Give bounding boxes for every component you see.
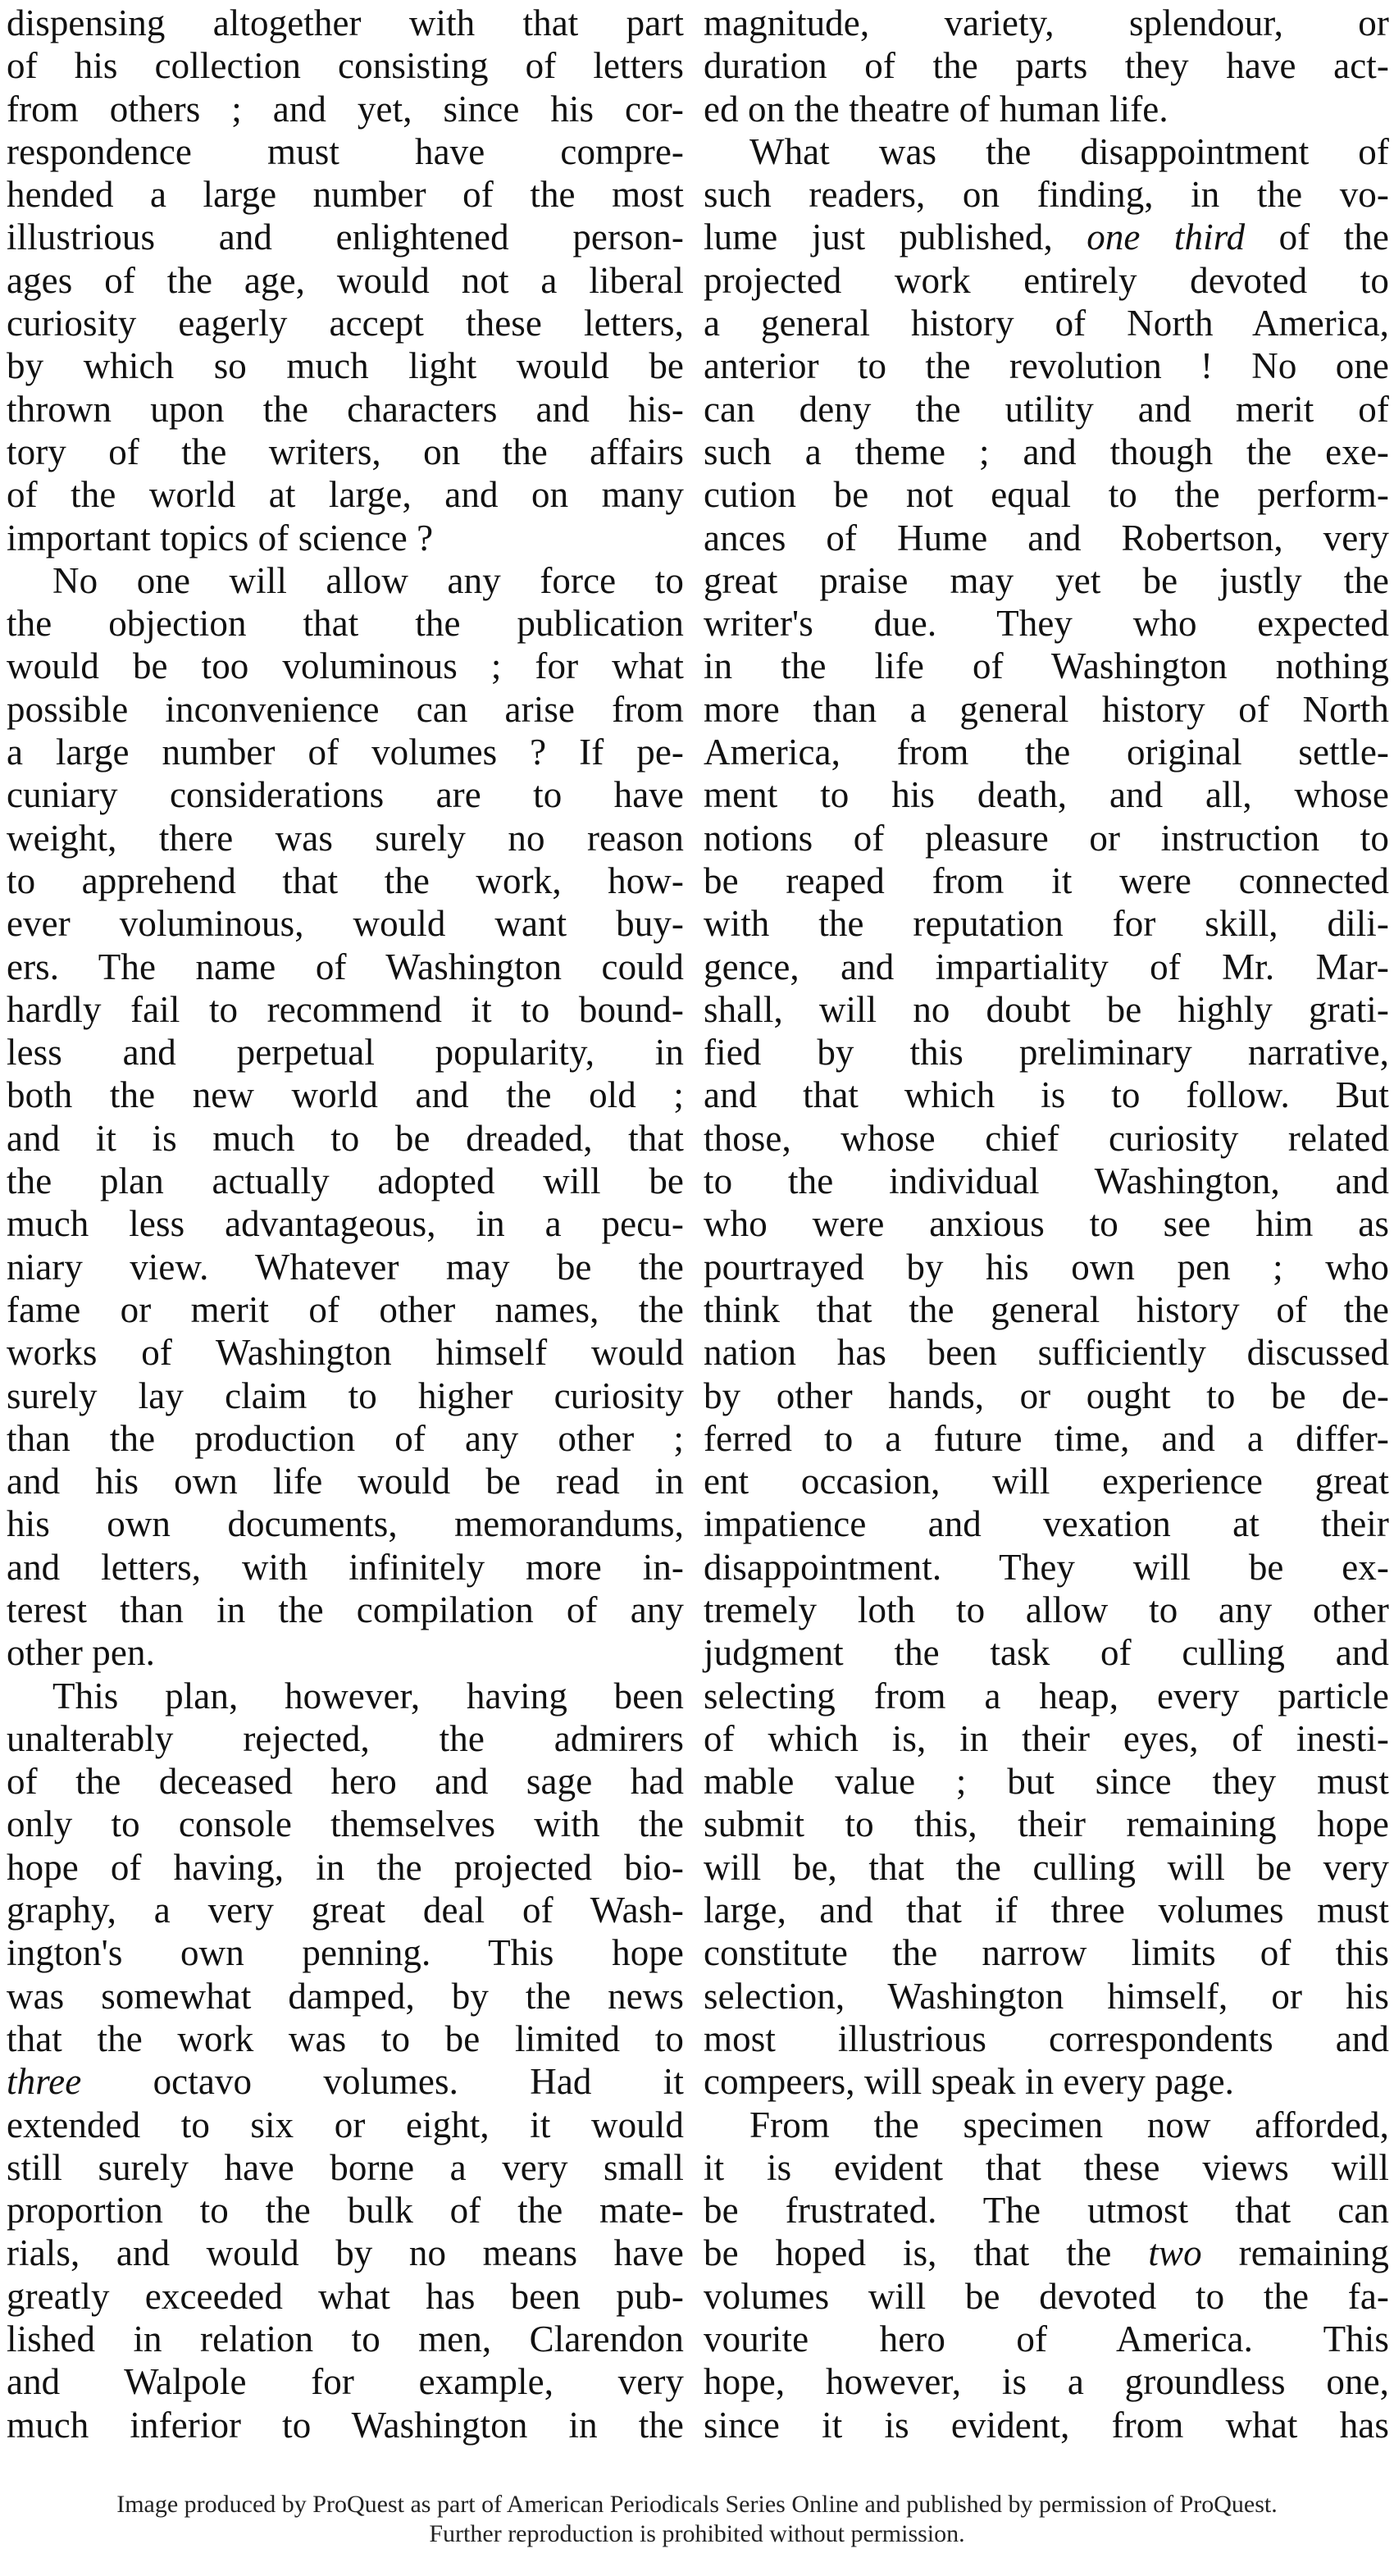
text-line: weight, there was surely no reason [7,817,684,859]
text-line: to apprehend that the work, how- [7,859,684,901]
text-line: compeers, will speak in every page. [704,2061,1235,2103]
text-line: and that which is to follow. But [704,1074,1389,1116]
text-line: less and perpetual popularity, in [7,1032,684,1074]
text-line: since it is evident, from what has [704,2404,1389,2446]
text-line: dispensing altogether with that part [7,2,684,43]
text-line: cution be not equal to the perform- [704,474,1389,516]
text-line: with the reputation for skill, dili- [704,903,1389,945]
copyright-footer [0,2490,1394,2549]
text-line: This plan, however, having been [52,1675,684,1717]
text-line: duration of the parts they have act- [704,45,1389,87]
text-line: America, from the original settle- [704,732,1389,773]
text-line: proportion to the bulk of the mate- [7,2190,684,2232]
text-line: pourtrayed by his own pen ; who [704,1246,1389,1288]
text-line: greatly exceeded what has been pub- [7,2275,684,2317]
text-line: nation has been sufficiently discussed [704,1332,1389,1374]
text-line: important topics of science ? [7,517,434,559]
text-line: his own documents, memorandums, [7,1503,684,1545]
text-line: curiosity eagerly accept these letters, [7,303,684,344]
text-line: niary view. Whatever may be the [7,1246,684,1288]
text-line: selecting from a heap, every particle [704,1675,1389,1717]
text-line: hope of having, in the projected bio- [7,1846,684,1888]
text-line: to the individual Washington, and [704,1160,1389,1202]
text-line: lished in relation to men, Clarendon [7,2318,684,2360]
text-line: selection, Washington himself, or his [704,1975,1389,2017]
text-line: ers. The name of Washington could [7,946,684,987]
text-line: and letters, with infinitely more in- [7,1546,684,1588]
text-line: much less advantageous, in a pecu- [7,1203,684,1245]
text-line: hended a large number of the most [7,174,684,216]
text-line: large, and that if three volumes must [704,1890,1389,1931]
text-line: thrown upon the characters and his- [7,388,684,430]
right-text-column [704,2,1389,2446]
text-line: it is evident that these views will [704,2146,1389,2188]
text-line: other pen. [7,1632,155,1674]
text-line: graphy, a very great deal of Wash- [7,1890,684,1931]
text-line: of his collection consisting of letters [7,45,684,87]
text-line: volumes will be devoted to the fa- [704,2275,1389,2317]
text-line: in the life of Washington nothing [704,645,1389,687]
text-line: fied by this preliminary narrative, [704,1032,1389,1074]
text-line: more than a general history of North [704,688,1389,730]
text-line: ages of the age, would not a liberal [7,259,684,301]
text-line: a general history of North America, [704,303,1389,344]
text-line: hardly fail to recommend it to bound- [7,988,684,1030]
text-line: ances of Hume and Robertson, very [704,517,1389,559]
text-line: extended to six or eight, it would [7,2104,684,2145]
text-line: would be too voluminous ; for what [7,645,684,687]
text-line: and Walpole for example, very [7,2361,684,2403]
text-line: such readers, on finding, in the vo- [704,174,1389,216]
text-line: hope, however, is a groundless one, [704,2361,1389,2403]
text-line: What was the disappointment of [749,130,1389,172]
text-line: of the world at large, and on many [7,474,684,516]
text-line: will be, that the culling will be very [704,1846,1389,1888]
text-line: those, whose chief curiosity related [704,1117,1389,1159]
text-line: writer's due. They who expected [704,603,1389,645]
text-line: most illustrious correspondents and [704,2017,1389,2059]
text-line: ment to his death, and all, whose [704,774,1389,816]
footer-line-1: Image produced by ProQuest as part of American Periodicals Series Online and published by permission of ProQuest. [116,2491,1278,2518]
text-line: shall, will no doubt be highly grati- [704,988,1389,1030]
text-line: illustrious and enlightened person- [7,217,684,258]
text-line: be hoped is, that the two remaining [704,2232,1389,2274]
text-line: and his own life would be read in [7,1461,684,1502]
text-line: From the specimen now afforded, [749,2104,1389,2145]
text-line: ed on the theatre of human life. [704,88,1168,130]
text-line: can deny the utility and merit of [704,388,1389,430]
text-line: by other hands, or ought to be de- [704,1375,1389,1416]
text-line: ever voluminous, would want buy- [7,903,684,945]
text-line: much inferior to Washington in the [7,2404,684,2446]
text-line: submit to this, their remaining hope [704,1803,1389,1845]
text-line: terest than in the compilation of any [7,1589,684,1630]
text-line: magnitude, variety, splendour, or [704,2,1389,43]
text-line: ent occasion, will experience great [704,1461,1389,1502]
text-line: three octavo volumes. Had it [7,2061,684,2103]
text-line: No one will allow any force to [52,559,684,601]
text-line: rials, and would by no means have [7,2232,684,2274]
text-line: judgment the task of culling and [704,1632,1389,1674]
text-line: constitute the narrow limits of this [704,1932,1389,1974]
text-line: still surely have borne a very small [7,2146,684,2188]
text-line: the objection that the publication [7,603,684,645]
text-line: cuniary considerations are to have [7,774,684,816]
text-line: respondence must have compre- [7,130,684,172]
text-line: tory of the writers, on the affairs [7,431,684,472]
text-line: ferred to a future time, and a differ- [704,1417,1389,1459]
text-line: that the work was to be limited to [7,2017,684,2059]
text-line: fame or merit of other names, the [7,1288,684,1330]
text-line: from others ; and yet, since his cor- [7,88,684,130]
text-line: surely lay claim to higher curiosity [7,1375,684,1416]
text-line: great praise may yet be justly the [704,559,1389,601]
text-line: and it is much to be dreaded, that [7,1117,684,1159]
text-line: be frustrated. The utmost that can [704,2190,1389,2232]
text-line: mable value ; but since they must [704,1761,1389,1803]
text-line: be reaped from it were connected [704,859,1389,901]
text-line: tremely loth to allow to any other [704,1589,1389,1630]
text-line: was somewhat damped, by the news [7,1975,684,2017]
text-line: anterior to the revolution ! No one [704,345,1389,387]
text-line: ington's own penning. This hope [7,1932,684,1974]
text-line: lume just published, one third of the [704,217,1389,258]
footer-line-2: Further reproduction is prohibited without permission. [429,2520,965,2547]
text-line: of which is, in their eyes, of inesti- [704,1717,1389,1759]
text-line: disappointment. They will be ex- [704,1546,1389,1588]
text-line: works of Washington himself would [7,1332,684,1374]
text-line: gence, and impartiality of Mr. Mar- [704,946,1389,987]
text-line: a large number of volumes ? If pe- [7,732,684,773]
text-line: who were anxious to see him as [704,1203,1389,1245]
text-line: possible inconvenience can arise from [7,688,684,730]
text-line: impatience and vexation at their [704,1503,1389,1545]
text-line: projected work entirely devoted to [704,259,1389,301]
text-line: by which so much light would be [7,345,684,387]
text-line: than the production of any other ; [7,1417,684,1459]
text-line: both the new world and the old ; [7,1074,684,1116]
text-line: of the deceased hero and sage had [7,1761,684,1803]
text-line: think that the general history of the [704,1288,1389,1330]
text-line: such a theme ; and though the exe- [704,431,1389,472]
text-line: notions of pleasure or instruction to [704,817,1389,859]
left-text-column [7,2,684,2446]
text-line: unalterably rejected, the admirers [7,1717,684,1759]
text-line: the plan actually adopted will be [7,1160,684,1202]
text-line: vourite hero of America. This [704,2318,1389,2360]
text-line: only to console themselves with the [7,1803,684,1845]
